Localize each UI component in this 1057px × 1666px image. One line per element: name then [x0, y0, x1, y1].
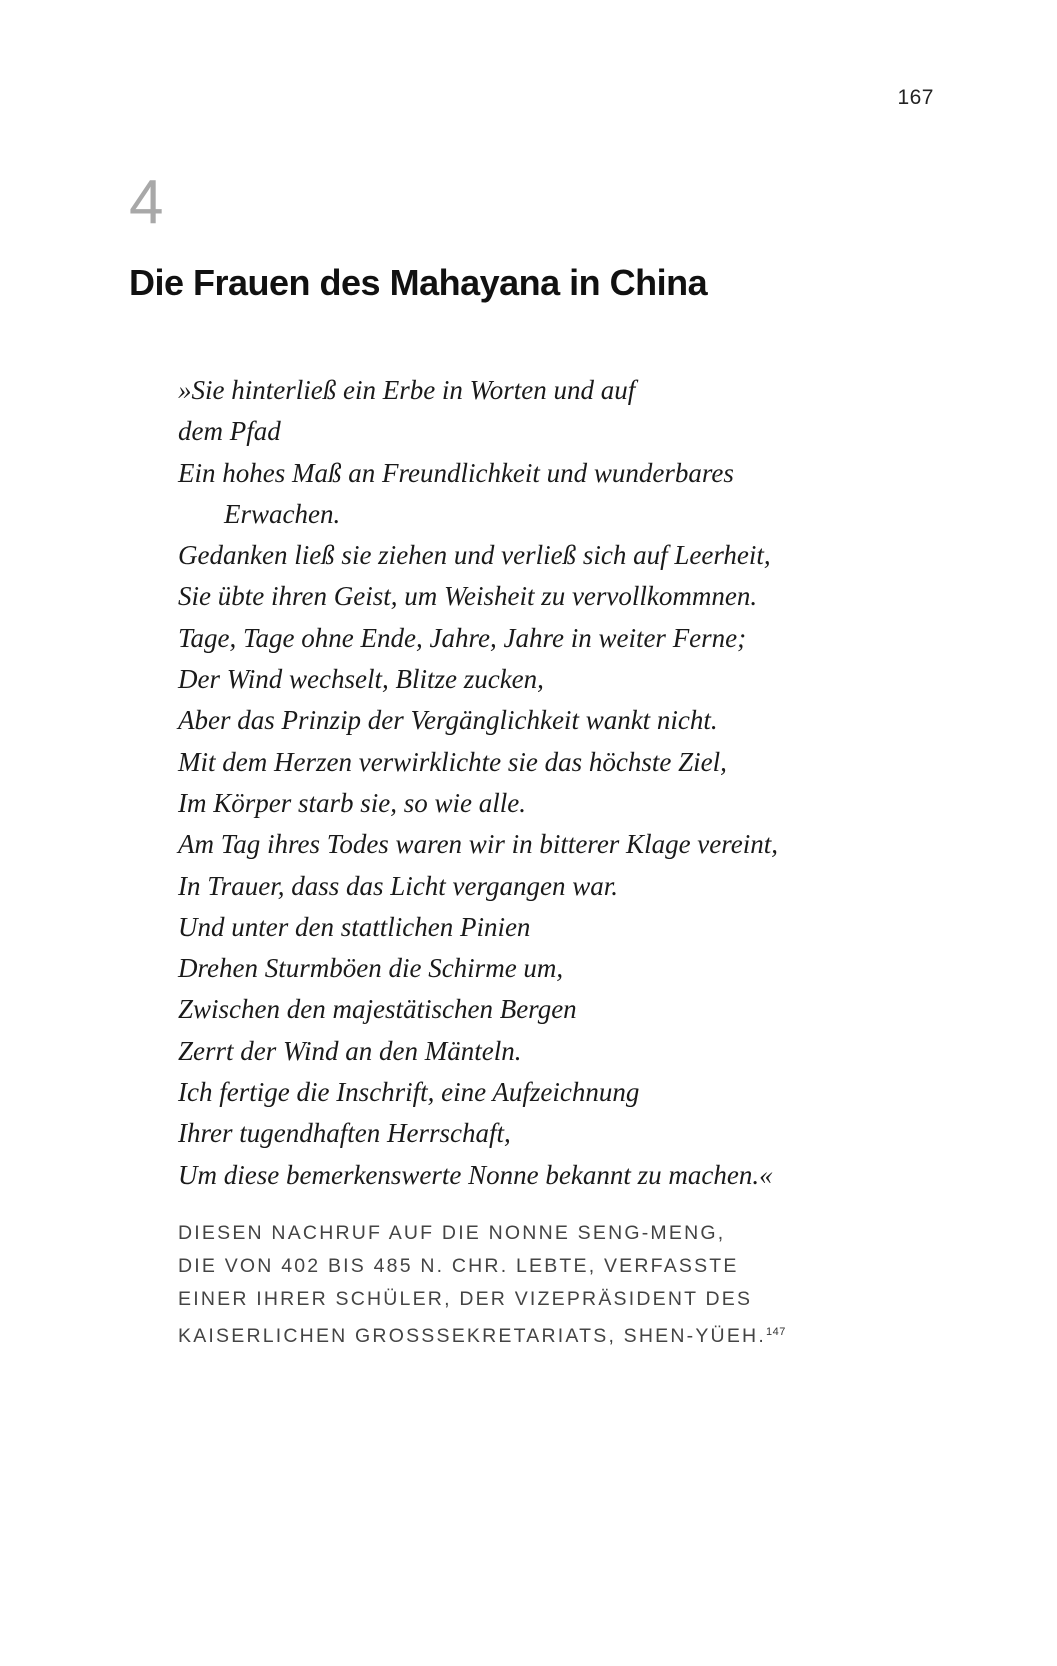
poem-line: Gedanken ließ sie ziehen und verließ sich auf Leerheit, [178, 540, 771, 571]
poem-line: Der Wind wechselt, Blitze zucken, [178, 664, 544, 695]
attribution-line-last [178, 1316, 978, 1349]
poem-line: Erwachen. [224, 498, 341, 529]
poem [178, 370, 978, 1196]
attribution [178, 1217, 978, 1349]
poem-line: Um diese bemerkenswerte Nonne bekannt zu machen.« [178, 1159, 773, 1190]
poem-line: Ihrer tugendhaften Herrschaft, [178, 1118, 511, 1149]
poem-line: Im Körper starb sie, so wie alle. [178, 787, 526, 818]
chapter-title: Die Frauen des Mahayana in China [129, 262, 708, 303]
attribution-line: EINER IHRER SCHÜLER, DER VIZEPRÄSIDENT DES [178, 1288, 753, 1310]
poem-line: Aber das Prinzip der Vergänglichkeit wankt nicht. [178, 705, 718, 736]
poem-line: Zwischen den majestätischen Bergen [178, 994, 577, 1025]
poem-line: Tage, Tage ohne Ende, Jahre, Jahre in weiter Ferne; [178, 622, 747, 653]
poem-line: Am Tag ihres Todes waren wir in bitterer Klage vereint, [178, 829, 779, 860]
attribution-line: DIESEN NACHRUF AUF DIE NONNE SENG-MENG, [178, 1222, 726, 1244]
poem-line: Drehen Sturmböen die Schirme um, [178, 953, 564, 984]
attribution-line: DIE VON 402 BIS 485 N. CHR. LEBTE, VERFASSTE [178, 1255, 739, 1277]
poem-line: Zerrt der Wind an den Mänteln. [178, 1035, 522, 1066]
poem-line: Ich fertige die Inschrift, eine Aufzeichnung [178, 1077, 640, 1108]
chapter-number: 4 [129, 168, 164, 237]
page-number: 167 [897, 86, 934, 109]
poem-line: Ein hohes Maß an Freundlichkeit und wunderbares [178, 457, 734, 488]
poem-line: Und unter den stattlichen Pinien [178, 911, 531, 942]
poem-line: In Trauer, dass das Licht vergangen war. [178, 870, 619, 901]
poem-line: Sie übte ihren Geist, um Weisheit zu vervollkommnen. [178, 581, 758, 612]
attribution-line-text: KAISERLICHEN GROSSSEKRETARIATS, SHEN-YÜEH. [178, 1325, 766, 1347]
poem-line: dem Pfad [178, 416, 281, 447]
poem-line: Mit dem Herzen verwirklichte sie das höchste Ziel, [178, 746, 727, 777]
footnote-reference[interactable]: 147 [765, 1326, 786, 1338]
poem-line: »Sie hinterließ ein Erbe in Worten und auf [178, 375, 636, 405]
